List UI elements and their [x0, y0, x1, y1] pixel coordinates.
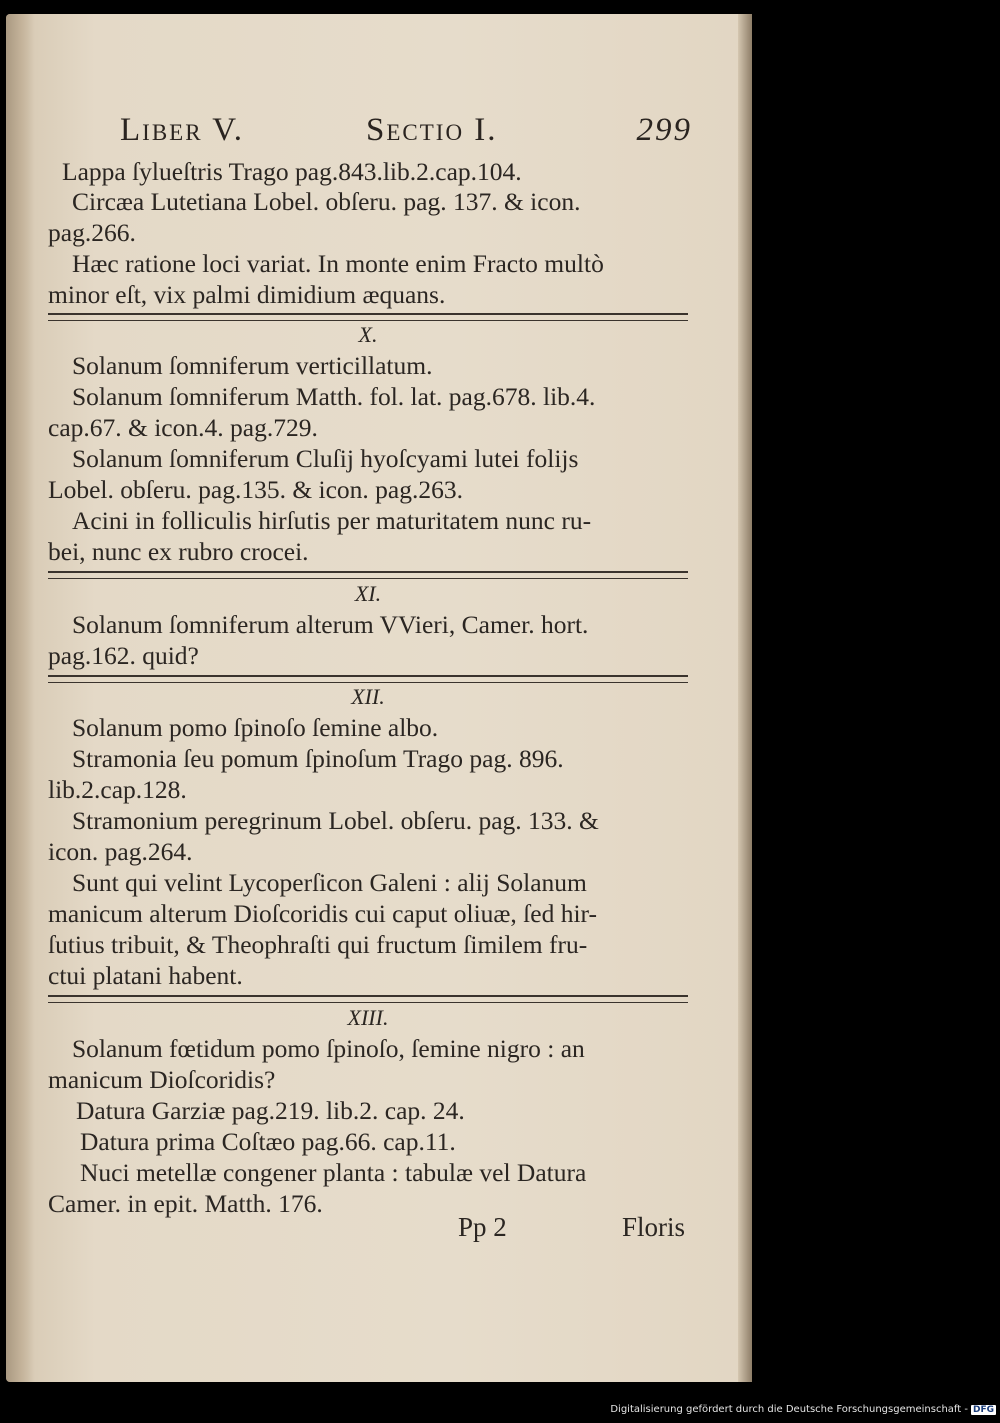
text-line: Solanum fœtidum pomo ſpinoſo, ſemine nigro : an	[72, 1034, 585, 1063]
text-line: Solanum ſomniferum Cluſij hyoſcyami lutei folijs	[72, 444, 579, 473]
text-line: Hæc ratione loci variat. In monte enim Fracto multò	[72, 249, 604, 278]
section-rule	[48, 571, 688, 579]
section-number: XIII.	[347, 1005, 389, 1030]
header-liber: Liber V.	[120, 112, 245, 148]
header-sectio: Sectio I.	[366, 112, 498, 148]
dfg-notice-text: Digitalisierung gefördert durch die Deutsche Forschungsgemeinschaft -	[610, 1404, 968, 1415]
section-rule	[48, 313, 688, 321]
text-line: Circæa Lutetiana Lobel. obſeru. pag. 137. & icon.	[72, 187, 581, 216]
text-line: Stramonia ſeu pomum ſpinoſum Trago pag. 896.	[72, 744, 564, 773]
text-line: Solanum pomo ſpinoſo ſemine albo.	[72, 713, 439, 742]
text-line: Datura prima Coſtæo pag.66. cap.11.	[80, 1127, 456, 1156]
text-line: Solanum ſomniferum Matth. fol. lat. pag.678. lib.4.	[72, 382, 596, 411]
signature-mark: Pp 2	[458, 1212, 507, 1242]
text-line: Acini in folliculis hirſutis per maturitatem nunc ru-	[72, 506, 592, 535]
text-line: bei, nunc ex rubro crocei.	[48, 537, 309, 566]
dfg-logo: DFG	[972, 1405, 994, 1415]
catchword: Floris	[622, 1212, 686, 1242]
section-rule	[48, 995, 688, 1003]
text-line: Lobel. obſeru. pag.135. & icon. pag.263.	[48, 475, 463, 504]
text-line: Camer. in epit. Matth. 176.	[48, 1189, 323, 1218]
text-line: manicum alterum Dioſcoridis cui caput oliuæ, ſed hir-	[48, 899, 598, 928]
dfg-notice	[600, 1404, 996, 1420]
text-line: Stramonium peregrinum Lobel. obſeru. pag. 133. &	[72, 806, 599, 835]
text-line: Nuci metellæ congener planta : tabulæ vel Datura	[80, 1158, 587, 1187]
text-line: pag.266.	[48, 218, 136, 247]
page-edge-shadow	[6, 14, 34, 1382]
text-line: ctui platani habent.	[48, 961, 243, 990]
text-line: cap.67. & icon.4. pag.729.	[48, 413, 318, 442]
text-line: manicum Dioſcoridis?	[48, 1065, 276, 1094]
section-number: X.	[358, 322, 378, 347]
text-line: Datura Garziæ pag.219. lib.2. cap. 24.	[76, 1096, 465, 1125]
running-header	[120, 112, 700, 158]
text-line: Solanum ſomniferum alterum VVieri, Camer. hort.	[72, 610, 589, 639]
text-line: lib.2.cap.128.	[48, 775, 187, 804]
section-number: XII.	[351, 684, 385, 709]
text-line: Lappa ſylueſtris Trago pag.843.lib.2.cap.104.	[62, 157, 522, 186]
text-line: pag.162. quid?	[48, 641, 199, 670]
text-line: ſutius tribuit, & Theophraſti qui fructum ſimilem fru-	[48, 930, 588, 959]
book-binding	[738, 14, 752, 1382]
section-rule	[48, 675, 688, 683]
text-line: Sunt qui velint Lycoperſicon Galeni : alij Solanum	[72, 868, 587, 897]
text-line: Solanum ſomniferum verticillatum.	[72, 351, 433, 380]
text-line: minor eſt, vix palmi dimidium æquans.	[48, 280, 446, 309]
text-line: icon. pag.264.	[48, 837, 193, 866]
section-number: XI.	[354, 581, 382, 606]
page-number: 299	[636, 112, 692, 148]
